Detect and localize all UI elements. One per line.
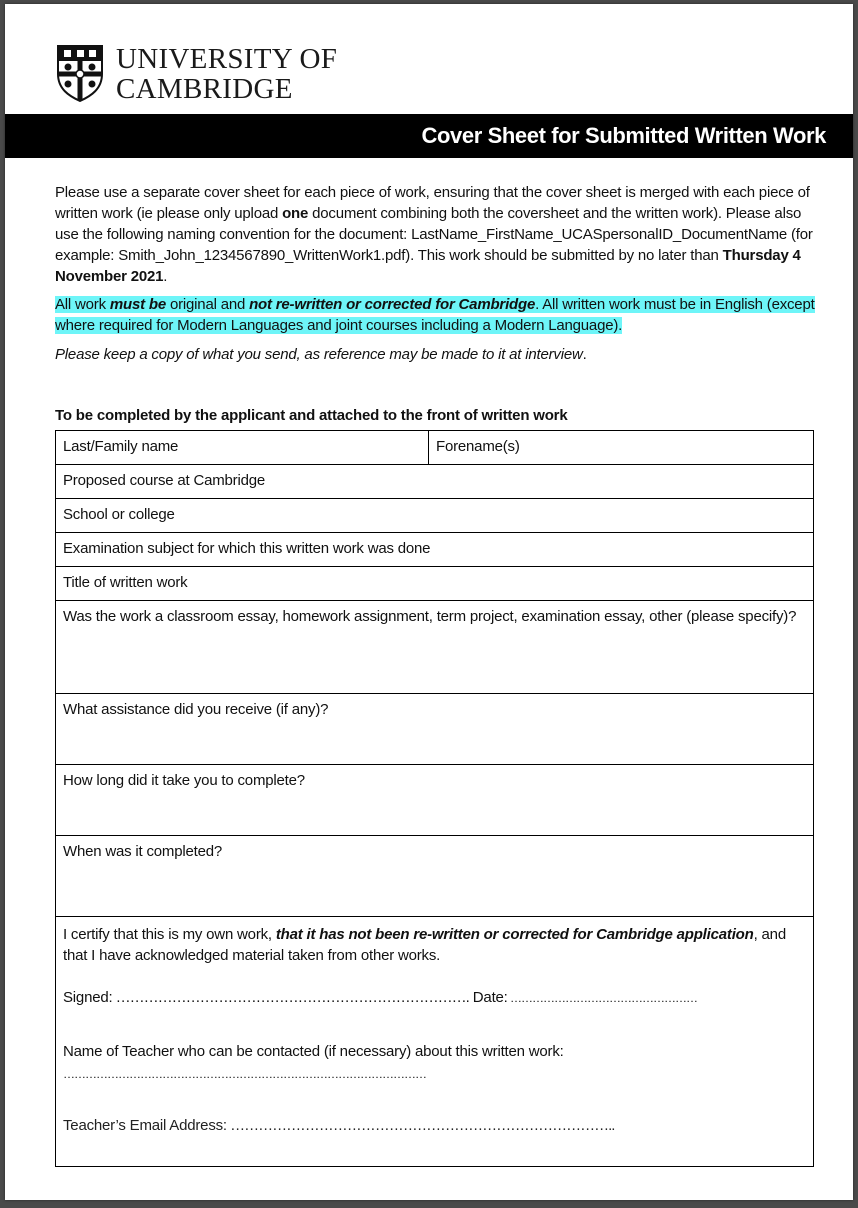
table-row xyxy=(56,917,814,1167)
assistance-field[interactable] xyxy=(56,694,814,765)
instructions-paragraph-2 xyxy=(55,294,815,336)
text-run: Please keep a copy of what you send, as reference may be made to it at interview xyxy=(55,346,583,363)
table-row xyxy=(56,765,814,836)
table-row xyxy=(56,601,814,694)
instructions xyxy=(55,182,815,365)
text-run: document combining both the coversheet and the written work). Please also use the following naming convention for the document: LastName_FirstName_UCASpersonalID_DocumentName (for example: Smith_John_1234567890_WrittenWork1.pdf). This work should be submitted by no later than xyxy=(55,205,813,264)
table-row xyxy=(56,499,814,533)
school-field[interactable] xyxy=(56,499,814,533)
forenames-field[interactable] xyxy=(429,431,814,465)
text-run: Please use a separate cover sheet for each piece of work, ensuring that the cover sheet is merged with each piece of written work (ie please only upload xyxy=(55,184,810,222)
instructions-paragraph-3 xyxy=(55,344,815,365)
table-row xyxy=(56,465,814,499)
wordmark-line-2: CAMBRIDGE xyxy=(116,73,293,105)
text-run: I certify that this is my own work, xyxy=(63,926,276,943)
completed-field[interactable] xyxy=(56,836,814,917)
text-run-bold: one xyxy=(282,205,309,222)
table-row xyxy=(56,567,814,601)
cover-sheet-form xyxy=(55,430,814,1167)
certification-block xyxy=(56,917,814,1167)
section-title: To be completed by the applicant and attached to the front of written work xyxy=(55,407,568,424)
teacher-name-dots[interactable]: ……………………………………………………………………………………… xyxy=(63,1067,426,1081)
subject-field[interactable] xyxy=(56,533,814,567)
date-dots: …………………………………………… xyxy=(507,991,697,1005)
text-run-bold-italic: must be xyxy=(109,296,166,313)
university-wordmark xyxy=(116,44,337,104)
text-run-bold-italic: that it has not been re-written or corrected for Cambridge application xyxy=(275,926,754,943)
instructions-paragraph-1 xyxy=(55,182,815,287)
course-field[interactable] xyxy=(56,465,814,499)
deadline: Thursday 4 November 2021 xyxy=(55,247,801,285)
field-label: School or college xyxy=(63,506,175,523)
highlighted-notice xyxy=(55,296,815,334)
document-page xyxy=(5,4,853,1200)
text-run: All work xyxy=(55,296,110,313)
field-label: How long did it take you to complete? xyxy=(63,772,305,789)
table-row xyxy=(56,431,814,465)
text-run: . xyxy=(163,268,168,285)
title-field[interactable] xyxy=(56,567,814,601)
table-row xyxy=(56,694,814,765)
field-label: What assistance did you receive (if any)? xyxy=(63,701,329,718)
text-run: . All written work must be in English (except where required for Modern Languages and joint courses including a Modern Language). xyxy=(55,296,815,334)
field-label: When was it completed? xyxy=(63,843,223,860)
table-row xyxy=(56,533,814,567)
page-title: Cover Sheet for Submitted Written Work xyxy=(421,123,826,148)
field-label: Was the work a classroom essay, homework assignment, term project, examination essay, other (please specify)? xyxy=(63,608,797,625)
signed-label: Signed: xyxy=(63,989,113,1006)
last-name-field[interactable] xyxy=(56,431,429,465)
wordmark-line-1: UNIVERSITY OF xyxy=(116,43,338,75)
field-label: Proposed course at Cambridge xyxy=(63,472,266,489)
field-label: Last/Family name xyxy=(63,438,179,455)
field-label: Examination subject for which this written work was done xyxy=(63,540,431,557)
date-label: Date: xyxy=(468,989,508,1006)
teacher-email-line[interactable] xyxy=(63,1115,806,1136)
certification-text xyxy=(63,924,806,966)
field-label: Title of written work xyxy=(63,574,188,591)
signature-line[interactable] xyxy=(63,987,806,1009)
table-row xyxy=(56,836,814,917)
text-run: , and that I have acknowledged material taken from other works. xyxy=(63,926,786,964)
teacher-email-label: Teacher’s Email Address: xyxy=(63,1117,227,1134)
work-type-field[interactable] xyxy=(56,601,814,694)
text-run: . xyxy=(582,346,587,363)
teacher-name-label: Name of Teacher who can be contacted (if necessary) about this written work: xyxy=(63,1043,564,1060)
teacher-email-dots: ……………………………………………………………………….. xyxy=(226,1117,615,1134)
title-banner xyxy=(5,114,853,158)
text-run: original and xyxy=(166,296,250,313)
university-crest-icon xyxy=(56,44,104,102)
signature-dots: …………………………………………………………………. xyxy=(112,989,469,1006)
text-run-bold-italic: not re-written or corrected for Cambridge xyxy=(249,296,536,313)
field-label: Forename(s) xyxy=(436,438,520,455)
duration-field[interactable] xyxy=(56,765,814,836)
